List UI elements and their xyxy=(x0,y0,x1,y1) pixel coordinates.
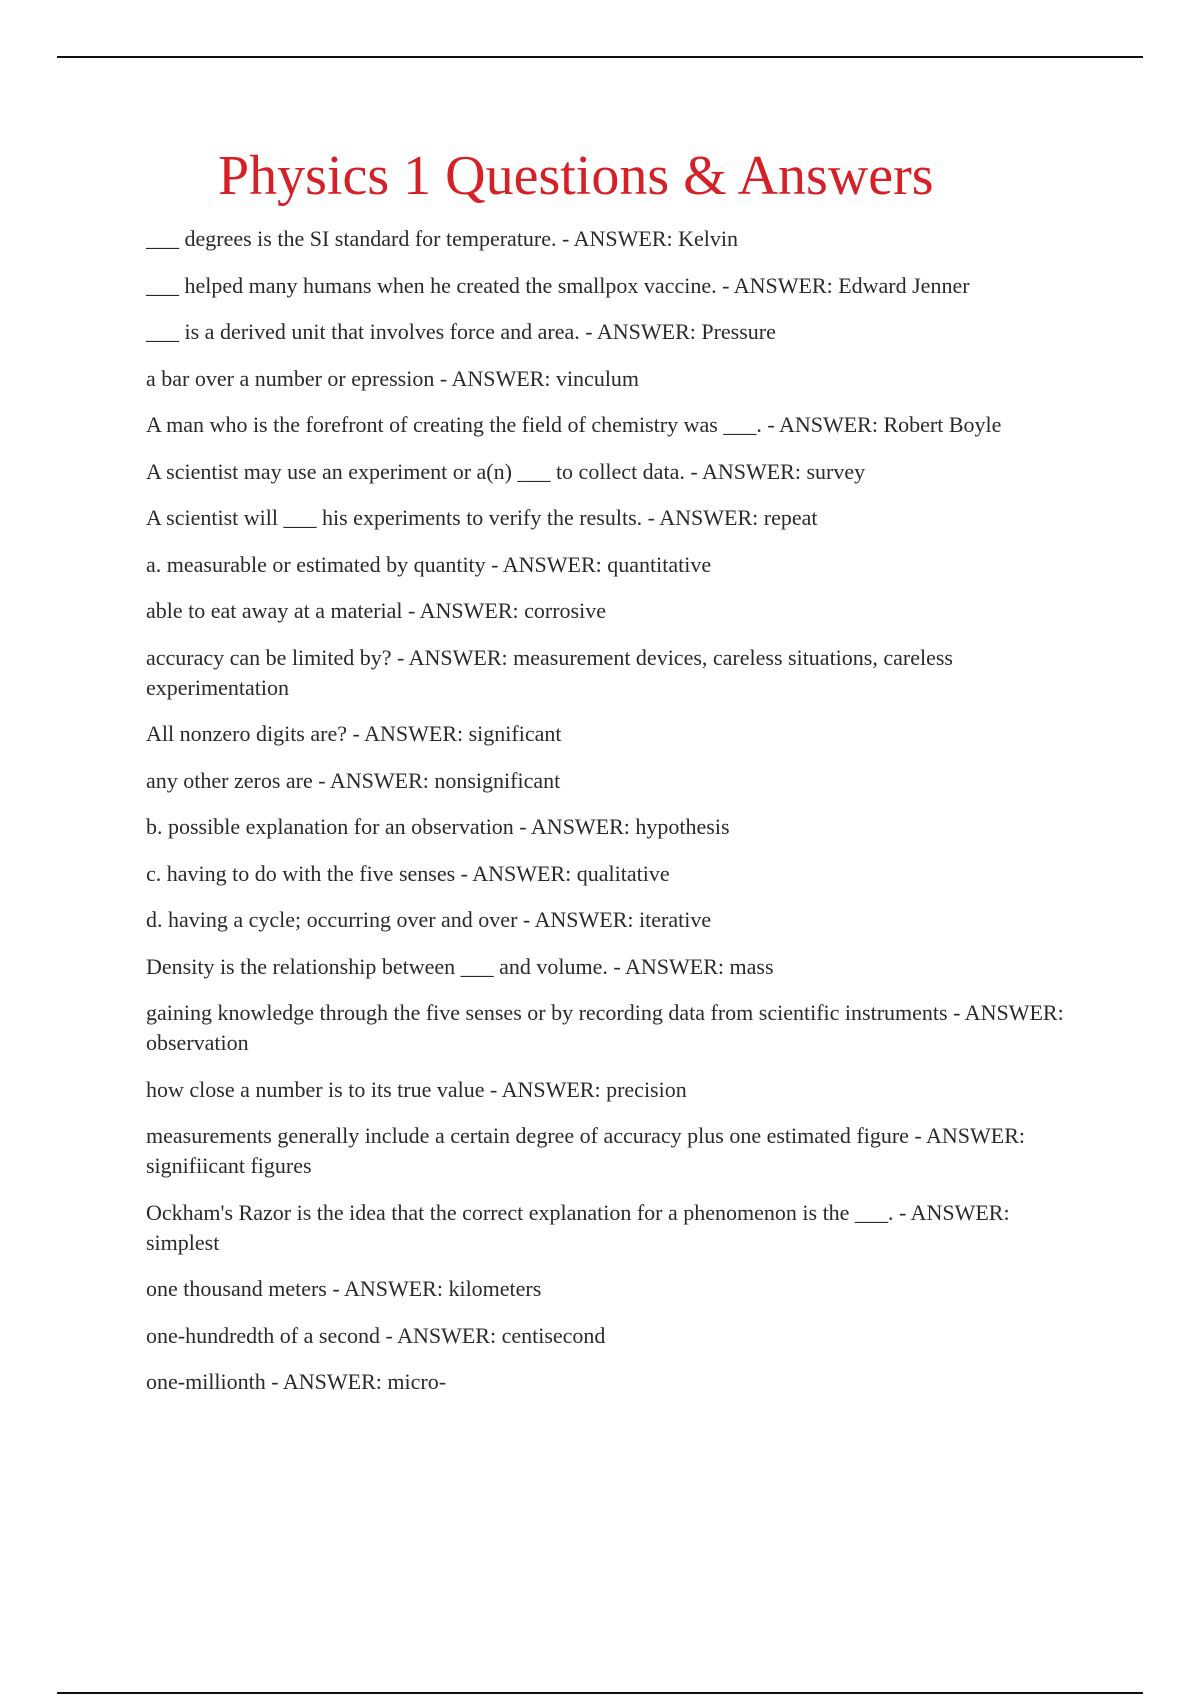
document-body xyxy=(146,142,1066,1414)
qa-item: b. possible explanation for an observation - ANSWER: hypothesis xyxy=(146,814,730,839)
qa-item: A scientist may use an experiment or a(n) ___ to collect data. - ANSWER: survey xyxy=(146,458,866,484)
document-title: Physics 1 Questions & Answers xyxy=(218,145,934,207)
top-rule xyxy=(57,56,1143,58)
qa-item: one thousand meters - ANSWER: kilometers xyxy=(146,1276,542,1301)
qa-item: ___ degrees is the SI standard for temperature. - ANSWER: Kelvin xyxy=(146,226,739,251)
qa-item: any other zeros are - ANSWER: nonsignificant xyxy=(146,767,561,793)
qa-item: A scientist will ___ his experiments to verify the results. - ANSWER: repeat xyxy=(146,505,818,530)
qa-item: d. having a cycle; occurring over and over - ANSWER: iterative xyxy=(146,907,712,932)
qa-list xyxy=(146,224,1066,1397)
qa-item: measurements generally include a certain degree of accuracy plus one estimated figure - ANSWER: signifiicant figures xyxy=(146,1123,1026,1178)
qa-item: how close a number is to its true value - ANSWER: precision xyxy=(146,1076,687,1102)
qa-item: ___ is a derived unit that involves force and area. - ANSWER: Pressure xyxy=(146,319,776,344)
qa-item: Density is the relationship between ___ and volume. - ANSWER: mass xyxy=(146,953,774,979)
qa-item: one-hundredth of a second - ANSWER: centisecond xyxy=(146,1322,606,1348)
qa-item: gaining knowledge through the five senses or by recording data from scientific instruments - ANSWER: observation xyxy=(146,1000,1064,1055)
qa-item: able to eat away at a material - ANSWER: corrosive xyxy=(146,598,606,623)
qa-item: a bar over a number or epression - ANSWER: vinculum xyxy=(146,365,640,391)
qa-item: Ockham's Razor is the idea that the correct explanation for a phenomenon is the ___. - ANSWER: simplest xyxy=(146,1199,1010,1255)
qa-item: a. measurable or estimated by quantity - ANSWER: quantitative xyxy=(146,551,712,577)
qa-item: ___ helped many humans when he created the smallpox vaccine. - ANSWER: Edward Jenner xyxy=(146,272,970,298)
qa-item: c. having to do with the five senses - ANSWER: qualitative xyxy=(146,860,670,886)
qa-item: A man who is the forefront of creating the field of chemistry was ___. - ANSWER: Robert Boyle xyxy=(146,412,1002,437)
qa-item: All nonzero digits are? - ANSWER: significant xyxy=(146,721,562,746)
qa-item: one-millionth - ANSWER: micro- xyxy=(146,1369,447,1394)
bottom-rule xyxy=(57,1692,1143,1694)
qa-item: accuracy can be limited by? - ANSWER: measurement devices, careless situations, careless experimentation xyxy=(146,644,953,700)
